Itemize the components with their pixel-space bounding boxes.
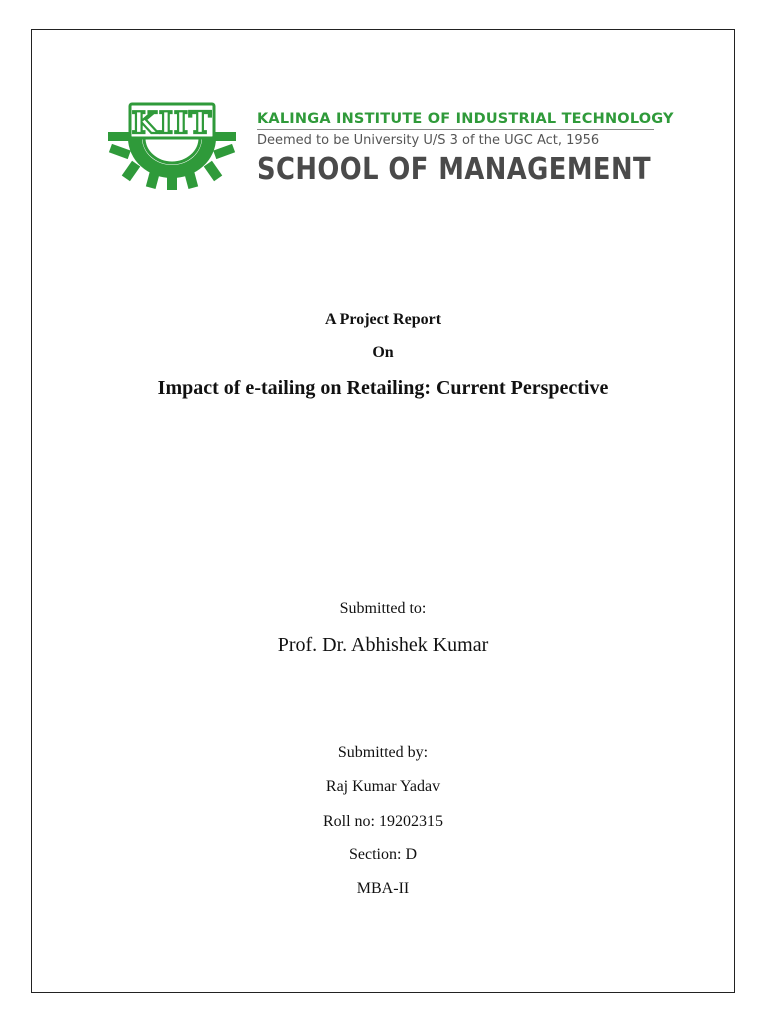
header-divider (257, 129, 654, 130)
deemed-university-line: Deemed to be University U/S 3 of the UGC Act, 1956 (257, 133, 600, 148)
roll-number: Roll no: 19202315 (322, 813, 443, 830)
supervisor-name: Prof. Dr. Abhishek Kumar (277, 634, 489, 656)
report-on: On (372, 344, 394, 361)
institution-text (257, 110, 674, 188)
section: Section: D (349, 846, 417, 863)
submitted-to-label: Submitted to: (339, 600, 427, 617)
school-name: SCHOOL OF MANAGEMENT (257, 152, 652, 187)
submitted-by-label: Submitted by: (337, 744, 429, 761)
report-title: Impact of e-tailing on Retailing: Current Perspective (157, 377, 609, 399)
report-label: A Project Report (324, 311, 442, 328)
institute-name: KALINGA INSTITUTE OF INDUSTRIAL TECHNOLOGY (257, 111, 674, 127)
institution-header (106, 100, 674, 192)
program: MBA-II (356, 880, 410, 897)
logo-lettering: KIIT (131, 106, 213, 141)
kiit-logo (106, 100, 238, 190)
student-name: Raj Kumar Yadav (325, 778, 441, 795)
